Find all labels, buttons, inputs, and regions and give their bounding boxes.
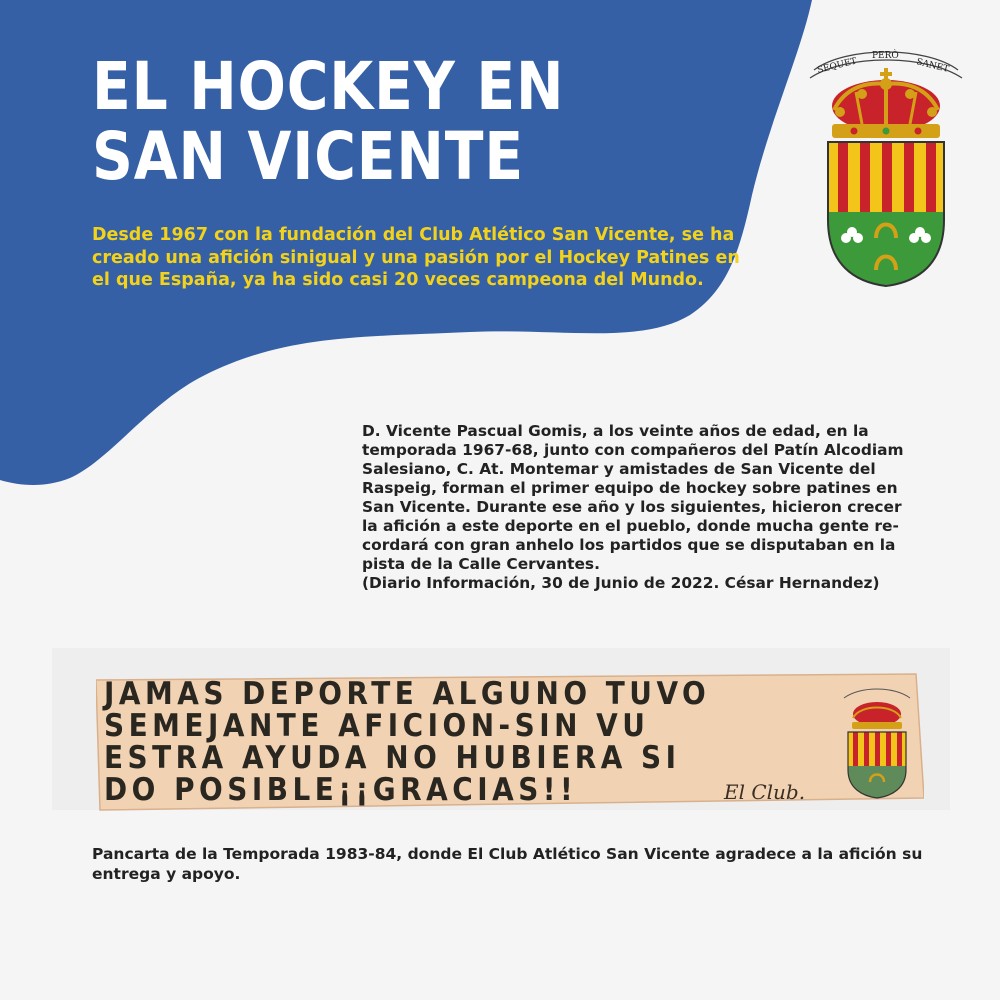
- banner-photo: [52, 648, 950, 810]
- title-line-1: EL HOCKEY EN: [92, 48, 565, 125]
- article-line: San Vicente. Durante ese año y los siguientes, hicieron crecer: [362, 498, 902, 516]
- article-line: pista de la Calle Cervantes.: [362, 555, 600, 573]
- crest-motto-center: PERÒ: [872, 51, 899, 61]
- banner-line: SEMEJANTE AFICION-SIN VU: [104, 708, 650, 744]
- article-source: (Diario Información, 30 de Junio de 2022. César Hernandez): [362, 574, 880, 592]
- article-line: Salesiano, C. At. Montemar y amistades de San Vicente del: [362, 460, 876, 478]
- banner-line: DO POSIBLE¡¡GRACIAS!!: [104, 772, 578, 808]
- banner-signature: El Club.: [724, 780, 806, 804]
- banner-line: ESTRA AYUDA NO HUBIERA SI: [104, 740, 681, 776]
- article-line: la afición a este deporte en el pueblo, donde mucha gente re-: [362, 517, 899, 535]
- coat-of-arms-icon: [806, 42, 966, 292]
- article-line: Raspeig, forman el primer equipo de hockey sobre patines en: [362, 479, 898, 497]
- page-title: [92, 48, 565, 195]
- crest-motto-left: SEQUET: [816, 56, 858, 76]
- article-text: [362, 422, 922, 593]
- title-line-2: SAN VICENTE: [92, 118, 525, 195]
- crest-motto-right: SANET: [915, 57, 950, 75]
- photo-caption: Pancarta de la Temporada 1983-84, donde El Club Atlético San Vicente agradece a la afición su entrega y apoyo.: [92, 845, 923, 883]
- intro-text: Desde 1967 con la fundación del Club Atlético San Vicente, se ha creado una afición sinigual y una pasión por el Hockey Patines en el que España, ya ha sido casi 20 veces campeona del Mundo.: [92, 225, 740, 290]
- banner-content: [96, 672, 924, 812]
- banner-line: JAMAS DEPORTE ALGUNO TUVO: [104, 676, 711, 712]
- article-line: cordará con gran anhelo los partidos que se disputaban en la: [362, 536, 896, 554]
- article-line: D. Vicente Pascual Gomis, a los veinte años de edad, en la: [362, 422, 869, 440]
- banner-coat-of-arms-icon: [838, 684, 916, 802]
- article-line: temporada 1967-68, junto con compañeros del Patín Alcodiam: [362, 441, 904, 459]
